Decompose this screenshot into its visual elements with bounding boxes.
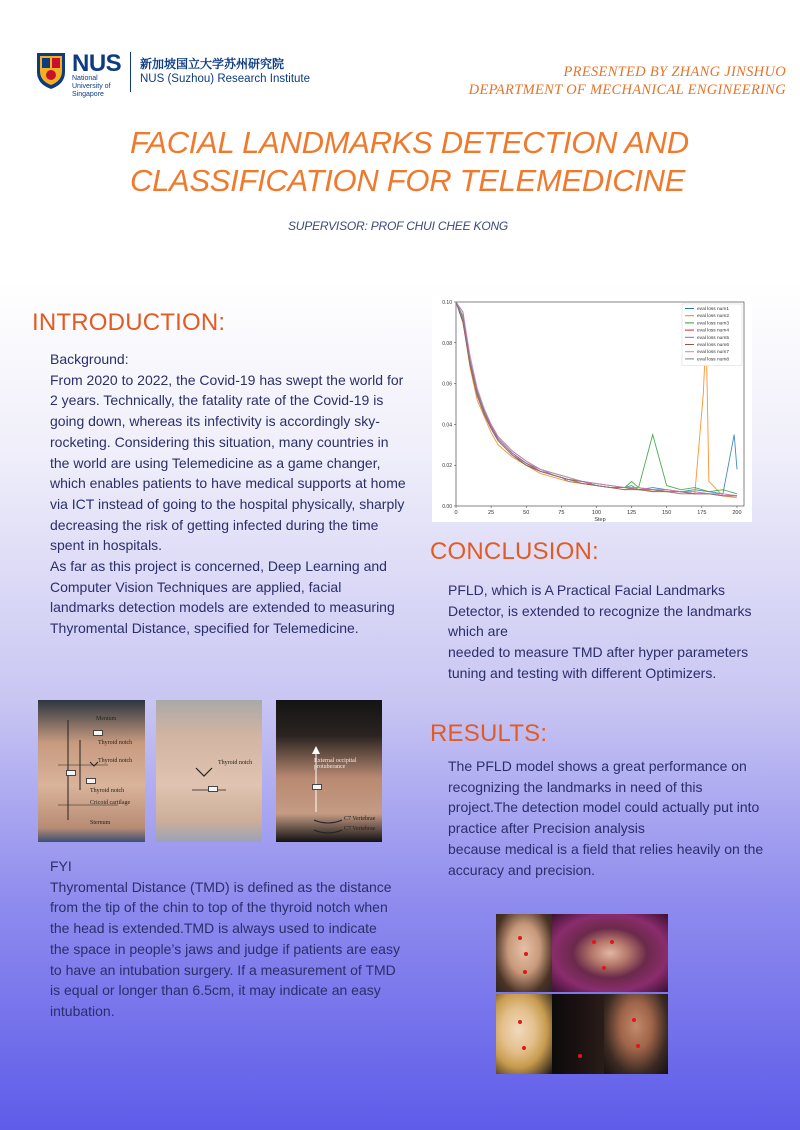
label-c7-vertebrae-2: C7 Vertebrae <box>344 826 376 832</box>
label-thyroid-notch-1: Thyroid notch <box>98 740 133 746</box>
legend-label: eval loss num3 <box>697 321 729 327</box>
label-c7-vertebrae-1: C7 Vertebrae <box>344 816 376 822</box>
x-tick-label: 75 <box>558 510 565 516</box>
face-sample-4 <box>552 994 604 1074</box>
landmark-dot <box>518 936 522 940</box>
label-cricoid: Cricoid cartilage <box>90 800 131 806</box>
fyi-label: FYI <box>50 858 72 874</box>
landmark-dot <box>632 1018 636 1022</box>
y-tick-label: 0.08 <box>442 340 452 347</box>
x-tick-label: 100 <box>591 510 602 516</box>
label-thyroid-notch-4: Thyroid notch <box>218 760 253 766</box>
face-sample-3 <box>496 994 552 1074</box>
landmark-dot <box>524 952 528 956</box>
landmark-dot <box>602 966 606 970</box>
introduction-paragraph-1: From 2020 to 2022, the Covid-19 has swept the world for 2 years. Technically, the fatality rate of the Covid-19 is going down, whereas its infectivity is accordingly sky-rocketing. Considering this situation, many countries in the world are using Telemedicine as a game changer, which enables patients to have medical supports at home via ICT instead of going to the hospital physically, sharply decreasing the risk of getting infected during the time spent in hospitals. <box>50 371 406 554</box>
logo-brand: NUS <box>72 50 122 77</box>
measure-tag <box>86 778 96 784</box>
x-tick-label: 125 <box>627 510 637 516</box>
landmark-detection-examples <box>496 914 668 1074</box>
landmark-dot <box>523 970 527 974</box>
y-tick-label: 0.06 <box>442 381 452 388</box>
face-sample-5 <box>604 994 668 1074</box>
x-tick-label: 50 <box>523 510 530 516</box>
conclusion-paragraph-2: needed to measure TMD after hyper parameters tuning and testing with different Optimizers. <box>448 644 749 681</box>
results-body <box>448 756 768 880</box>
presented-by: PRESENTED BY ZHANG JINSHUO <box>563 64 786 80</box>
x-tick-label: 0 <box>454 510 458 516</box>
legend-label: eval loss num8 <box>697 357 729 363</box>
landmark-dot <box>636 1044 640 1048</box>
nus-crest-icon <box>36 52 66 90</box>
conclusion-heading: CONCLUSION: <box>430 538 599 565</box>
y-tick-label: 0.02 <box>442 463 452 470</box>
logo-divider <box>130 52 131 92</box>
neck-photo-back <box>276 700 382 842</box>
face-sample-2 <box>552 914 668 992</box>
fyi-body <box>50 856 400 1022</box>
supervisor: SUPERVISOR: PROF CHUI CHEE KONG <box>288 219 509 233</box>
introduction-body <box>50 349 408 639</box>
measure-tag <box>208 786 218 792</box>
legend-label: eval loss num6 <box>697 343 729 348</box>
eval-loss-chart <box>432 296 752 522</box>
conclusion-body <box>448 580 768 684</box>
department: DEPARTMENT OF MECHANICAL ENGINEERING <box>468 82 786 98</box>
poster-title <box>130 124 750 200</box>
landmark-dot <box>578 1054 582 1058</box>
neck-anatomy-figure <box>38 700 382 842</box>
introduction-heading: INTRODUCTION: <box>32 309 226 336</box>
measure-tag <box>312 784 322 790</box>
label-mentum: Mentum <box>96 716 117 722</box>
conclusion-paragraph-1: PFLD, which is A Practical Facial Landmarks Detector, is extended to recognize the landmarks which are <box>448 582 752 640</box>
label-thyroid-notch-2: Thyroid notch <box>98 758 133 764</box>
legend-label: eval loss num4 <box>697 328 729 334</box>
neck-photo-front <box>38 700 145 842</box>
landmark-dot <box>518 1020 522 1024</box>
landmark-dot <box>522 1046 526 1050</box>
legend-label: eval loss num2 <box>697 314 729 320</box>
y-tick-label: 0.00 <box>442 504 452 510</box>
legend-label: eval loss num7 <box>697 350 729 356</box>
logo-brand-sub: National University of Singapore <box>72 75 111 98</box>
results-paragraph-2: because medical is a field that relies heavily on the accuracy and precision. <box>448 840 764 878</box>
eval-loss-chart-svg <box>432 296 752 522</box>
legend-label: eval loss num1 <box>697 307 729 312</box>
legend-label: eval loss num5 <box>697 335 729 341</box>
measure-tag <box>93 730 103 736</box>
title-line-2: CLASSIFICATION FOR TELEMEDICINE <box>130 163 686 198</box>
title-line-1: FACIAL LANDMARKS DETECTION AND <box>130 125 689 160</box>
results-paragraph-1: The PFLD model shows a great performance on recognizing the landmarks in need of this project.The detection model could actually put into practice after Precision analysis <box>448 758 760 837</box>
face-sample-1 <box>496 914 552 992</box>
measure-tag <box>66 770 76 776</box>
neck-photo-tilted <box>156 700 262 842</box>
fyi-paragraph: Thyromental Distance (TMD) is defined as the distance from the tip of the chin to top of the thyroid notch when the head is extended.TMD is always used to indicate the space in people’s jaws and judge if patients are easy to have an intubation surgery. If a measurement of TMD is equal or longer than 6.5cm, it may indicate an easy intubation. <box>50 878 400 1019</box>
x-tick-label: 150 <box>662 510 672 516</box>
x-tick-label: 200 <box>732 510 742 516</box>
results-heading: RESULTS: <box>430 720 548 747</box>
landmark-dot <box>592 940 596 944</box>
y-tick-label: 0.04 <box>442 422 452 429</box>
y-tick-label: 0.10 <box>442 300 452 306</box>
institute-logo <box>36 50 316 96</box>
neck-tilted-annotations <box>156 700 262 842</box>
x-tick-label: 25 <box>488 510 495 516</box>
logo-cn-name: 新加坡国立大学苏州研究院 <box>140 57 285 71</box>
introduction-paragraph-2: As far as this project is concerned, Deep Learning and Computer Vision Techniques are applied, facial landmarks detection models are extended to measuring Thyromental Distance, specified for Telemedicine. <box>50 558 395 637</box>
label-thyroid-notch-3: Thyroid notch <box>90 788 125 794</box>
x-axis-label: Step <box>594 517 606 522</box>
background-label: Background: <box>50 351 129 367</box>
label-sternum: Sternum <box>90 820 111 826</box>
x-tick-label: 175 <box>697 510 707 516</box>
logo-en-name: NUS (Suzhou) Research Institute <box>140 73 311 85</box>
landmark-dot <box>610 940 614 944</box>
label-occipital: External occipital protuberance <box>314 758 357 770</box>
